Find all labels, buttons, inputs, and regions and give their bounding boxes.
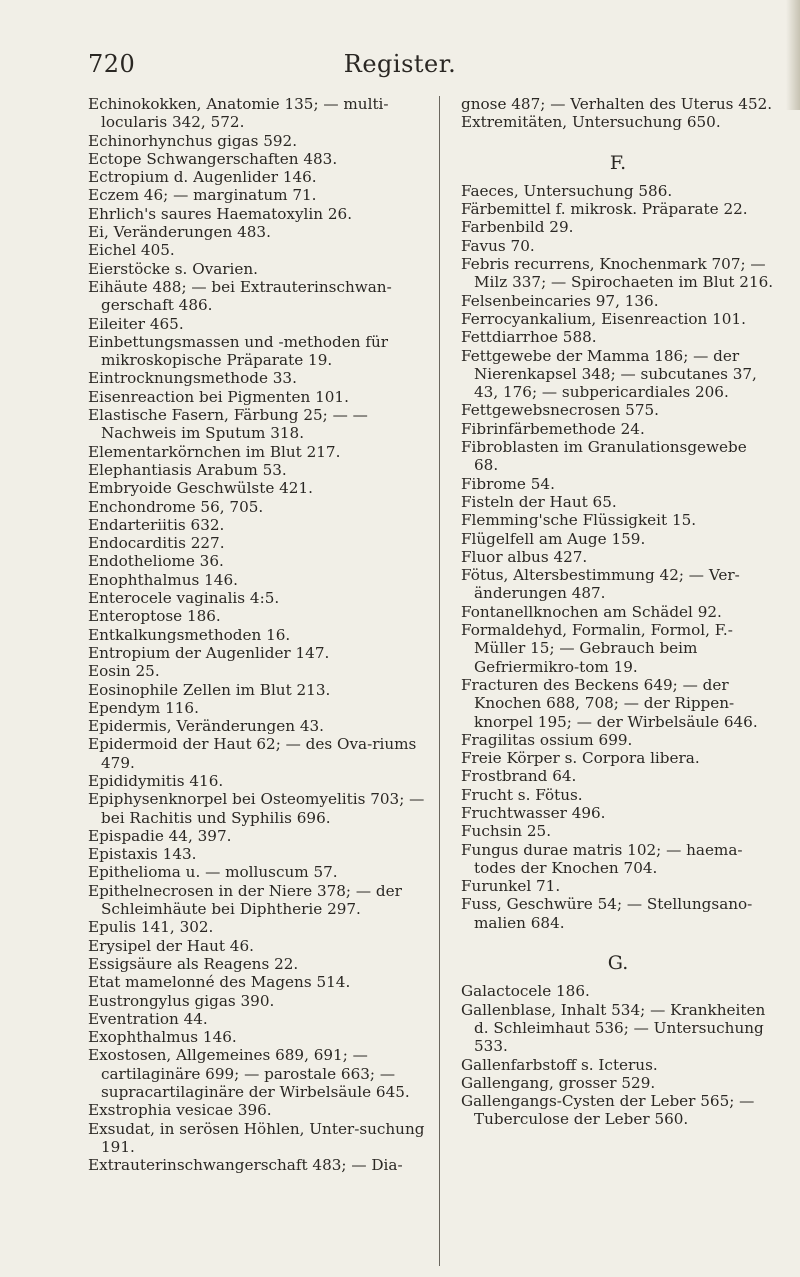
index-entry: Gallenblase, Inhalt 534; — Krankheiten d. Schleimhaut 536; — Untersuchung 533. [461, 1000, 766, 1056]
page-title: Register. [343, 50, 457, 78]
index-entry: Eisenreaction bei Pigmenten 101. [88, 387, 349, 406]
index-entry: Entkalkungsmethoden 16. [88, 625, 291, 644]
index-entry: Echinokokken, Anatomie 135; — multi-locularis 342, 572. [88, 95, 389, 132]
column-divider [439, 96, 440, 1266]
index-entry: gnose 487; — Verhalten des Uterus 452. [461, 95, 773, 113]
index-entry: Fruchtwasser 496. [461, 803, 606, 822]
index-entry: Ectope Schwangerschaften 483. [88, 149, 338, 168]
index-entry: Elastische Fasern, Färbung 25; — — Nachweis im Sputum 318. [88, 406, 368, 443]
index-entry: Fragilitas ossium 699. [461, 730, 633, 749]
index-entry: Flügelfell am Auge 159. [461, 529, 646, 548]
index-entry: Embryoide Geschwülste 421. [88, 479, 313, 498]
index-entry: Endotheliome 36. [88, 552, 224, 571]
section-g-entries [461, 982, 775, 1128]
index-entry: Fettgewebe der Mamma 186; — der Nierenkapsel 348; — subcutanes 37, 43, 176; — subpericardiales 206. [461, 346, 757, 402]
index-entry: Eosin 25. [88, 662, 160, 681]
index-entry: Fettgewebsnecrosen 575. [461, 401, 660, 420]
index-entry: Ferrocyankalium, Eisenreaction 101. [461, 309, 746, 328]
index-entry: Frostbrand 64. [461, 767, 577, 786]
index-entry: Epulis 141, 302. [88, 918, 214, 937]
index-entry: Exophthalmus 146. [88, 1028, 237, 1047]
index-entry: Epididymitis 416. [88, 771, 224, 790]
index-entry: Eustrongylus gigas 390. [88, 991, 275, 1010]
index-entry: Epidermoid der Haut 62; — des Ova-riums 479. [88, 735, 417, 772]
section-letter-g: G. [607, 952, 629, 975]
index-entry: Eichel 405. [88, 241, 175, 260]
index-entry: Fettdiarrhoe 588. [461, 328, 597, 347]
index-entry: Etat mamelonné des Magens 514. [88, 973, 351, 992]
index-entry: Exsudat, in serösen Höhlen, Unter-suchung 191. [88, 1119, 425, 1156]
index-entry: Fuchsin 25. [461, 822, 552, 841]
index-entry: Enchondrome 56, 705. [88, 497, 264, 516]
index-entry: Elementarkörnchen im Blut 217. [88, 442, 341, 461]
index-entry: Formaldehyd, Formalin, Formol, F.-Müller 15; — Gebrauch beim Gefriermikro-tom 19. [461, 621, 733, 676]
index-entry: Ei, Veränderungen 483. [88, 223, 271, 242]
index-entry: Flemming'sche Flüssigkeit 15. [461, 511, 697, 530]
index-entry: Gallengangs-Cysten der Leber 565; — Tuberculose der Leber 560. [461, 1092, 755, 1129]
index-entry: Eosinophile Zellen im Blut 213. [88, 680, 331, 699]
index-entry: Eileiter 465. [88, 314, 184, 333]
index-entry: Endocarditis 227. [88, 534, 225, 553]
index-entry: Fisteln der Haut 65. [461, 492, 617, 511]
index-entry: Gallenfarbstoff s. Icterus. [461, 1055, 658, 1074]
index-entry: Entropium der Augenlider 147. [88, 643, 330, 662]
index-entry: Galactocele 186. [461, 982, 590, 1001]
index-entry: Extremitäten, Untersuchung 650. [461, 113, 721, 132]
right-column-continuation [461, 95, 775, 132]
index-entry: Enterocele vaginalis 4:5. [88, 589, 280, 608]
index-entry: Extrauterinschwangerschaft 483; — Dia- [88, 1156, 403, 1175]
index-entry: Exostosen, Allgemeines 689, 691; — cartilaginäre 699; — parostale 663; — supracartilaginäre der Wirbelsäule 645. [88, 1046, 410, 1102]
index-entry: Eventration 44. [88, 1009, 208, 1028]
index-entry: Fibrinfärbemethode 24. [461, 419, 645, 438]
index-entry: Gallengang, grosser 529. [461, 1073, 656, 1092]
index-entry: Fluor albus 427. [461, 547, 588, 566]
index-entry: Faeces, Untersuchung 586. [461, 181, 673, 200]
index-entry: Endarteriitis 632. [88, 515, 225, 534]
index-entry: Febris recurrens, Knochenmark 707; — Milz 337; — Spirochaeten im Blut 216. [461, 255, 774, 292]
index-entry: Fibrome 54. [461, 474, 555, 493]
index-entry: Eczem 46; — marginatum 71. [88, 186, 317, 205]
index-entry: Farbenbild 29. [461, 218, 574, 237]
index-entry: Enteroptose 186. [88, 607, 221, 626]
index-entry: Eierstöcke s. Ovarien. [88, 259, 259, 278]
index-entry: Fuss, Geschwüre 54; — Stellungsano-malien 684. [461, 895, 753, 932]
index-entry: Eintrocknungsmethode 33. [88, 369, 297, 388]
index-entry: Ependym 116. [88, 698, 199, 717]
index-entry: Erysipel der Haut 46. [88, 936, 254, 955]
left-column [88, 95, 426, 1175]
right-column [461, 95, 775, 1129]
index-entry: Elephantiasis Arabum 53. [88, 460, 287, 479]
index-entry: Epiphysenknorpel bei Osteomyelitis 703; — bei Rachitis und Syphilis 696. [88, 790, 425, 827]
index-entry: Färbemittel f. mikrosk. Präparate 22. [461, 200, 748, 219]
index-entry: Epidermis, Veränderungen 43. [88, 717, 325, 736]
index-entry: Eihäute 488; — bei Extrauterinschwan-gerschaft 486. [88, 277, 392, 315]
index-entry: Einbettungsmassen und -methoden für mikroskopische Präparate 19. [88, 332, 389, 370]
index-entry: Fungus durae matris 102; — haema-todes der Knochen 704. [461, 840, 743, 877]
index-entry: Ectropium d. Augenlider 146. [88, 168, 317, 187]
index-entry: Epithelnecrosen in der Niere 378; — der Schleimhäute bei Diphtherie 297. [88, 881, 402, 919]
index-entry: Epithelioma u. — molluscum 57. [88, 863, 338, 882]
index-entry: Felsenbeincaries 97, 136. [461, 291, 659, 310]
index-entry: Furunkel 71. [461, 877, 561, 896]
index-entry: Fötus, Altersbestimmung 42; — Ver-änderungen 487. [461, 566, 740, 603]
index-entry: Epistaxis 143. [88, 845, 197, 864]
section-letter-f: F. [609, 151, 627, 174]
index-entry: Ehrlich's saures Haematoxylin 26. [88, 204, 353, 223]
index-entry: Favus 70. [461, 236, 535, 255]
index-entry: Echinorhynchus gigas 592. [88, 131, 298, 150]
index-entry: Enophthalmus 146. [88, 570, 238, 589]
index-entry: Epispadie 44, 397. [88, 826, 232, 845]
page-number: 720 [88, 50, 136, 78]
index-entry: Freie Körper s. Corpora libera. [461, 749, 700, 768]
index-entry: Essigsäure als Reagens 22. [88, 954, 299, 973]
index-entry: Fibroblasten im Granulationsgewebe 68. [461, 438, 747, 475]
index-entry: Fracturen des Beckens 649; — der Knochen 688, 708; — der Rippen-knorpel 195; — der Wirbelsäule 646. [461, 675, 758, 731]
section-f-entries [461, 182, 775, 932]
index-entry: Frucht s. Fötus. [461, 785, 583, 804]
index-entry: Fontanellknochen am Schädel 92. [461, 602, 722, 621]
index-entry: Exstrophia vesicae 396. [88, 1101, 272, 1120]
